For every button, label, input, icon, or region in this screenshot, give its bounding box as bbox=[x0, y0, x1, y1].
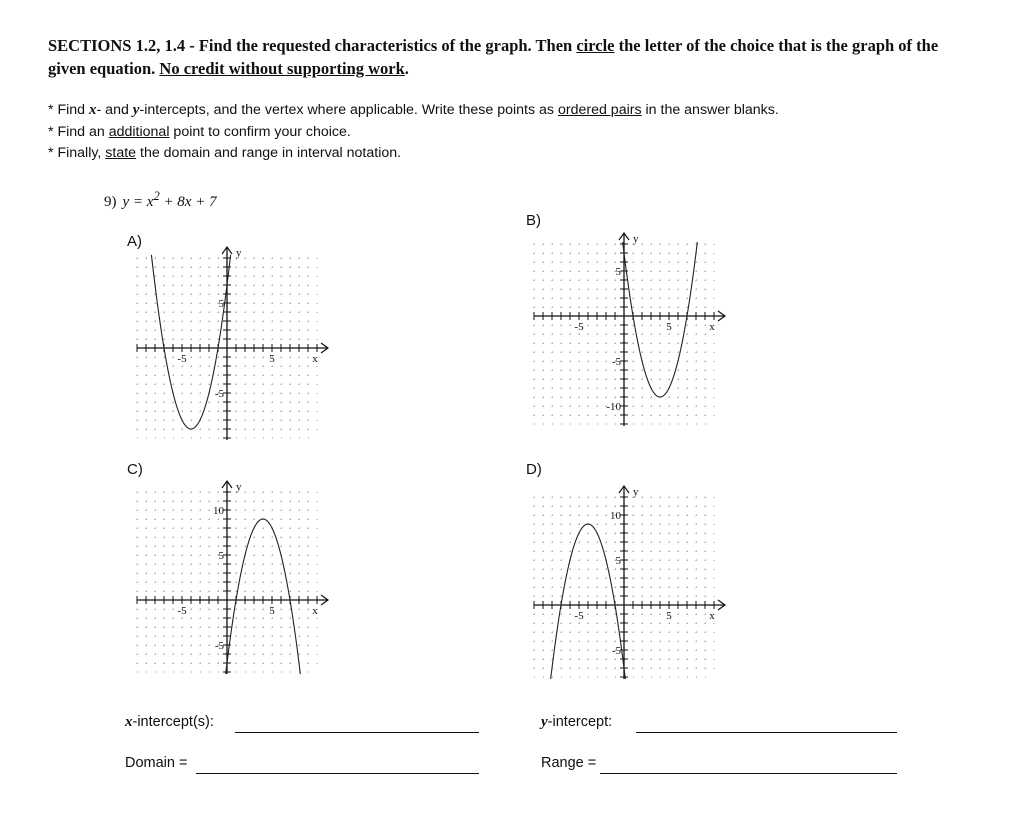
bullet-1-ordered-pairs: ordered pairs bbox=[557, 102, 642, 118]
domain-label: Domain = bbox=[125, 755, 188, 771]
bullet-3-state: state bbox=[105, 145, 137, 161]
header-text-2: the letter of the choice that is the graph of the given equation. bbox=[48, 36, 939, 78]
y-tick-label: -5 bbox=[611, 356, 621, 368]
bullet-2-additional: additional bbox=[108, 123, 170, 140]
y-tick-label: 10 bbox=[610, 510, 621, 522]
y-axis-label: y bbox=[236, 481, 242, 493]
y-axis-label: y bbox=[236, 247, 242, 259]
domain-blank[interactable] bbox=[196, 772, 479, 774]
choice-a-label[interactable]: A) bbox=[127, 233, 142, 250]
y-tick-label: -5 bbox=[214, 640, 224, 652]
problem-equation bbox=[122, 189, 217, 210]
bullet-2-rest: point to confirm your choice. bbox=[169, 123, 351, 140]
y-tick-label: 10 bbox=[213, 505, 224, 517]
x-tick-label: 5 bbox=[269, 605, 275, 617]
x-axis-label: x bbox=[709, 321, 715, 333]
bullet-1-y: y bbox=[132, 102, 140, 118]
header-period: . bbox=[404, 59, 409, 78]
y-axis-label: y bbox=[633, 486, 639, 498]
y-tick-label: -5 bbox=[214, 388, 224, 400]
graph-b[interactable] bbox=[533, 235, 743, 439]
y-axis-label: y bbox=[633, 233, 639, 245]
y-tick-label: 5 bbox=[218, 298, 224, 310]
x-tick-label: 5 bbox=[269, 353, 275, 365]
y-tick-label: -5 bbox=[611, 645, 621, 657]
x-tick-label: -5 bbox=[574, 321, 584, 333]
bullet-1-and: - and bbox=[96, 102, 133, 118]
bullet-2-pre: * Find an bbox=[48, 123, 109, 140]
graph-c[interactable] bbox=[138, 480, 348, 684]
range-blank[interactable] bbox=[600, 772, 897, 774]
x-tick-label: 5 bbox=[666, 321, 672, 333]
x-tick-label: -5 bbox=[574, 610, 584, 622]
problem-number: 9) bbox=[104, 194, 117, 210]
bullet-1-end: in the answer blanks. bbox=[641, 102, 779, 118]
graph-d[interactable] bbox=[533, 480, 743, 684]
x-tick-label: -5 bbox=[177, 353, 187, 365]
x-tick-label: -5 bbox=[177, 605, 187, 617]
choice-d-label[interactable]: D) bbox=[526, 461, 542, 478]
x-tick-label: 5 bbox=[666, 610, 672, 622]
y-tick-label: 5 bbox=[615, 266, 621, 278]
bullet-1-x: x bbox=[89, 102, 97, 118]
x-intercept-label bbox=[125, 714, 214, 731]
eq-lhs: y = x bbox=[122, 194, 154, 210]
problem-9 bbox=[104, 189, 217, 211]
y-intercept-label bbox=[541, 714, 612, 731]
x-axis-label: x bbox=[709, 610, 715, 622]
eq-exponent: 2 bbox=[153, 189, 160, 203]
choice-c-label[interactable]: C) bbox=[127, 461, 143, 478]
bullet-3-pre: * Finally, bbox=[48, 145, 106, 161]
y-intercept-text: -intercept: bbox=[547, 714, 613, 730]
bullet-3-rest: the domain and range in interval notation. bbox=[136, 145, 402, 161]
x-intercept-blank[interactable] bbox=[235, 731, 479, 733]
x-intercept-text: -intercept(s): bbox=[132, 714, 214, 730]
y-tick-label: -10 bbox=[606, 401, 621, 413]
y-tick-label: 5 bbox=[615, 555, 621, 567]
x-axis-label: x bbox=[312, 353, 318, 365]
header-circle-word: circle bbox=[576, 36, 615, 55]
range-label: Range = bbox=[541, 755, 597, 771]
no-credit-note: No credit without supporting work bbox=[159, 59, 405, 78]
bullet-3 bbox=[48, 143, 988, 165]
y-intercept-var: y bbox=[541, 714, 548, 730]
header-text: SECTIONS 1.2, 1.4 - Find the requested characteristics of the graph. Then bbox=[48, 36, 577, 55]
y-tick-label: 5 bbox=[218, 550, 224, 562]
x-intercept-var: x bbox=[125, 714, 133, 730]
choice-b-label[interactable]: B) bbox=[526, 212, 541, 229]
x-axis-label: x bbox=[312, 605, 318, 617]
instructions-header bbox=[48, 34, 978, 80]
y-intercept-blank[interactable] bbox=[636, 731, 897, 733]
instruction-bullets bbox=[48, 100, 988, 165]
bullet-1-rest: -intercepts, and the vertex where applicable. Write these points as bbox=[139, 102, 558, 118]
bullet-1-star: * Find bbox=[48, 102, 90, 118]
bullet-1 bbox=[48, 100, 988, 122]
bullet-2 bbox=[48, 122, 988, 144]
eq-rhs: + 8x + 7 bbox=[159, 194, 217, 210]
graph-a[interactable] bbox=[138, 247, 348, 459]
